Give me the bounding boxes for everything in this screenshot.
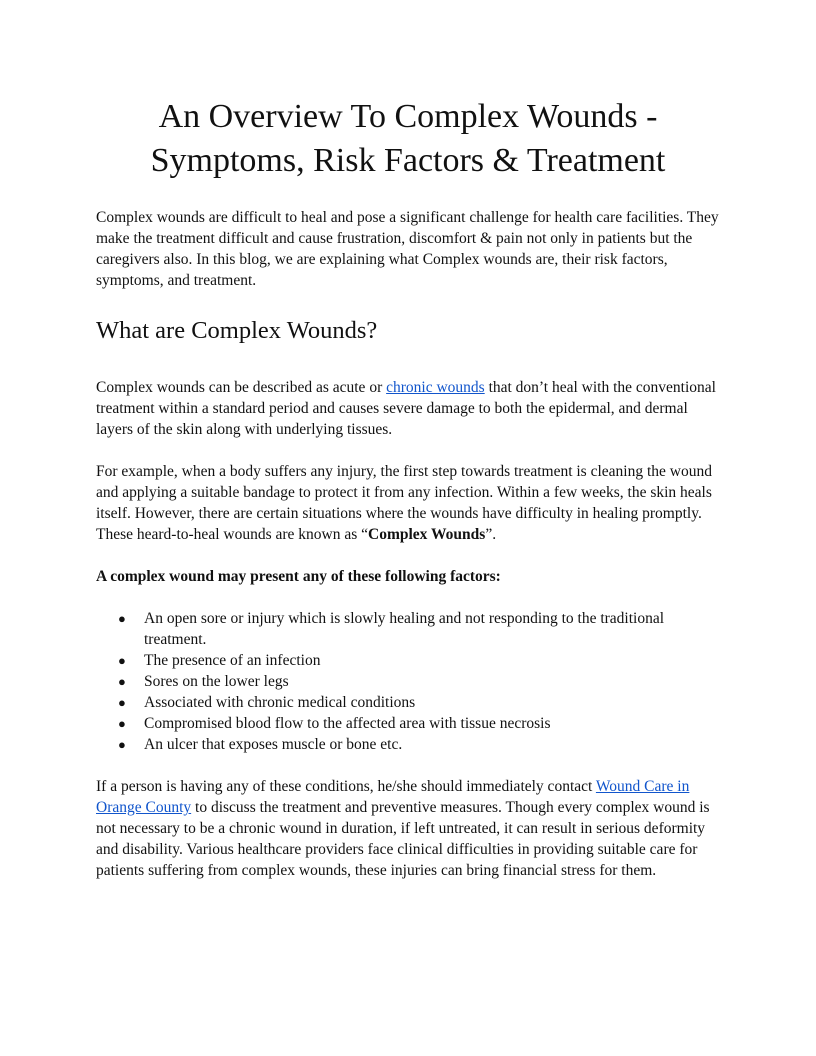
definition-text-start: Complex wounds can be described as acute or — [96, 379, 387, 396]
list-item-text: Sores on the lower legs — [144, 673, 289, 690]
chronic-wounds-link[interactable]: chronic wounds — [386, 379, 485, 396]
list-item-text: Compromised blood flow to the affected area with tissue necrosis — [144, 715, 551, 732]
list-item — [96, 734, 720, 755]
definition-text-end: that don’t heal with the conventional treatment within a standard period and causes severe damage to both the epidermal, and dermal layers of the skin along with underlying tissues. — [96, 379, 716, 438]
outro-text-start: If a person is having any of these conditions, he/she should immediately contact — [96, 778, 596, 795]
page-title — [96, 95, 720, 183]
outro-paragraph — [96, 776, 720, 881]
complex-wounds-bold: Complex Wounds — [368, 526, 486, 543]
page-title-line-2: Symptoms, Risk Factors & Treatment — [150, 142, 666, 179]
list-item-text: An ulcer that exposes muscle or bone etc. — [144, 736, 403, 753]
bullet-icon: ● — [118, 611, 126, 626]
bullet-icon: ● — [118, 653, 126, 668]
list-item — [96, 608, 720, 650]
wound-care-orange-county-link[interactable]: Wound Care in Orange County — [96, 778, 690, 816]
list-item-text: An open sore or injury which is slowly healing and not responding to the traditional treatment. — [144, 610, 665, 648]
outro-text-end: to discuss the treatment and preventive measures. Though every complex wound is not necessary to be a chronic wound in duration, if left untreated, it can result in serious deformity and disability. Various healthcare providers face clinical difficulties in providing suitable care for patients suffering from complex wounds, these injuries can bring financial stress for them. — [96, 799, 710, 879]
list-item — [96, 650, 720, 671]
definition-paragraph — [96, 377, 720, 440]
factors-heading: A complex wound may present any of these following factors: — [96, 568, 501, 585]
bullet-icon: ● — [118, 737, 126, 752]
factors-list — [96, 608, 720, 755]
bullet-icon: ● — [118, 716, 126, 731]
bullet-icon: ● — [118, 674, 126, 689]
list-item-text: Associated with chronic medical conditions — [144, 694, 416, 711]
document-page — [96, 0, 720, 881]
list-item — [96, 713, 720, 734]
bullet-icon: ● — [118, 695, 126, 710]
page-title-line-1: An Overview To Complex Wounds - — [158, 98, 658, 135]
example-text-start: For example, when a body suffers any injury, the first step towards treatment is cleaning the wound and applying a suitable bandage to protect it from any infection. Within a few weeks, the skin heals itself. However, there are certain situations where the wounds have difficulty in healing promptly. These heard-to-heal wounds are known as “ — [96, 463, 712, 543]
list-item — [96, 671, 720, 692]
list-item-text: The presence of an infection — [144, 652, 321, 669]
list-item — [96, 692, 720, 713]
example-text-end: ”. — [485, 526, 497, 543]
intro-paragraph: Complex wounds are difficult to heal and pose a significant challenge for health care facilities. They make the treatment difficult and cause frustration, discomfort & pain not only in patients but the caregivers also. In this blog, we are explaining what Complex wounds are, their risk factors, symptoms, and treatment. — [96, 209, 719, 289]
section-heading: What are Complex Wounds? — [96, 317, 378, 344]
example-paragraph — [96, 461, 720, 545]
